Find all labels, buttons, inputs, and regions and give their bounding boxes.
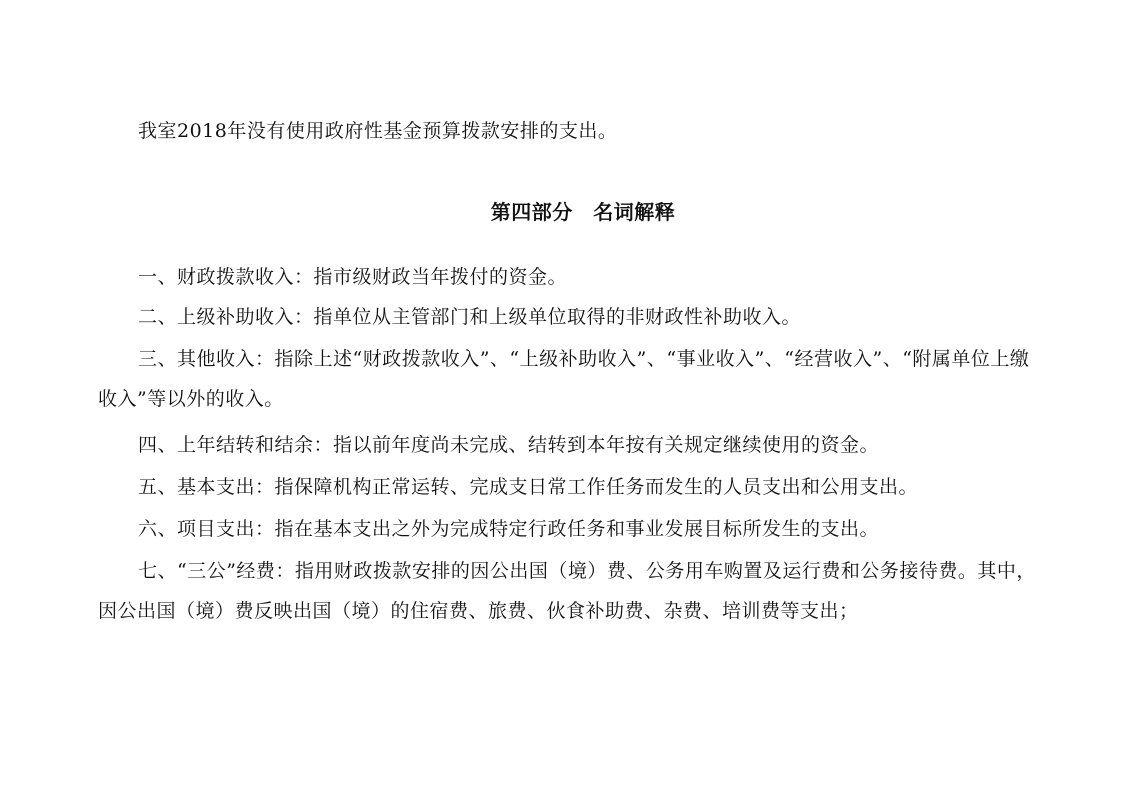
term-paragraph-6: 六、项目支出：指在基本支出之外为完成特定行政任务和事业发展目标所发生的支出。 xyxy=(138,518,880,540)
term-paragraph-7: 七、“三公”经费：指用财政拨款安排的因公出国（境）费、公务用车购置及运行费和公务接待费。其中，因公出国（境）费反映出国（境）的住宿费、旅费、伙食补助费、杂费、培训费等支出； xyxy=(98,560,1036,622)
intro-paragraph: 我室2018年没有使用政府性基金预算拨款安排的支出。 xyxy=(138,120,618,142)
term-paragraph-1: 一、财政拨款收入：指市级财政当年拨付的资金。 xyxy=(138,266,568,288)
term-paragraph-2: 二、上级补助收入：指单位从主管部门和上级单位取得的非财政性补助收入。 xyxy=(138,306,802,328)
term-paragraph-4: 四、上年结转和结余：指以前年度尚未完成、结转到本年按有关规定继续使用的资金。 xyxy=(138,434,880,456)
term-paragraph-3: 三、其他收入：指除上述“财政拨款收入”、“上级补助收入”、“事业收入”、“经营收入”、“附属单位上缴收入”等以外的收入。 xyxy=(98,348,1030,410)
term-paragraph-5: 五、基本支出：指保障机构正常运转、完成支日常工作任务而发生的人员支出和公用支出。 xyxy=(138,476,919,498)
section-heading: 第四部分 名词解释 xyxy=(490,199,676,224)
